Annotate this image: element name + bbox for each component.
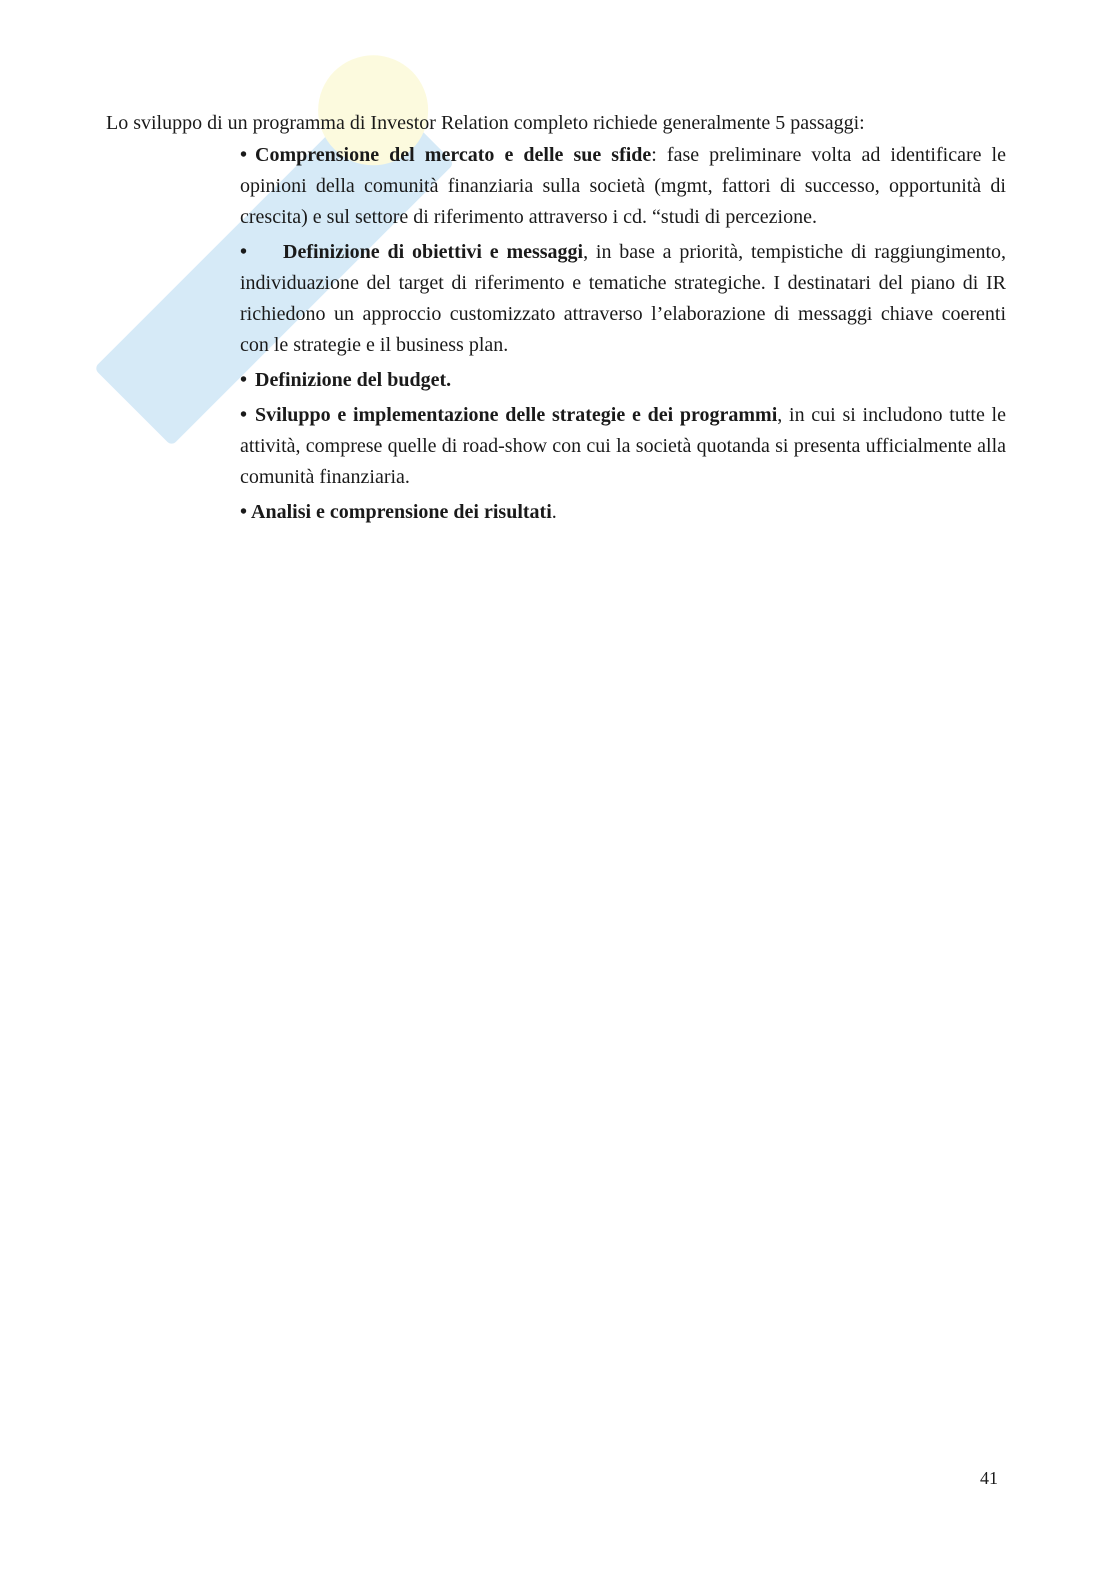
bullet: • xyxy=(240,241,248,263)
item-term: Analisi e comprensione dei risultati xyxy=(251,501,552,523)
item-term: Definizione di obiettivi e messaggi xyxy=(283,241,584,263)
bullet: • xyxy=(240,404,248,426)
page-number: 41 xyxy=(980,1468,998,1488)
steps-list xyxy=(240,140,1006,532)
item-text: : fase preliminare volta ad identificare le opinioni della comunità finanziaria sulla società (mgmt, fattori di successo, opportunità di crescita) e sul settore di riferimento attraverso i cd. “studi di percezione. xyxy=(240,144,1006,228)
list-item xyxy=(240,365,1006,396)
item-text: , in base a priorità, tempistiche di raggiungimento, individuazione del target di riferimento e tematiche strategiche. I destinatari del piano di IR richiedono un approccio customizzato attraverso l’elaborazione di messaggi chiave coerenti con le strategie e il business plan. xyxy=(240,241,1006,356)
list-item xyxy=(240,497,1006,528)
item-term: Sviluppo e implementazione delle strategie e dei programmi xyxy=(255,404,778,426)
list-item xyxy=(240,140,1006,233)
item-term: Comprensione del mercato e delle sue sfide xyxy=(255,144,652,166)
list-item xyxy=(240,237,1006,361)
item-text: , in cui si includono tutte le attività, comprese quelle di road-show con cui la società quotanda si presenta ufficialmente alla comunità finanziaria. xyxy=(240,404,1006,488)
item-text: . xyxy=(551,501,557,523)
list-item xyxy=(240,400,1006,493)
intro-paragraph: Lo sviluppo di un programma di Investor Relation completo richiede generalmente 5 passaggi: xyxy=(106,112,865,134)
item-term: Definizione del budget. xyxy=(255,369,452,391)
bullet: • xyxy=(240,369,248,391)
bullet: • xyxy=(240,144,248,166)
bullet: • xyxy=(240,501,248,523)
